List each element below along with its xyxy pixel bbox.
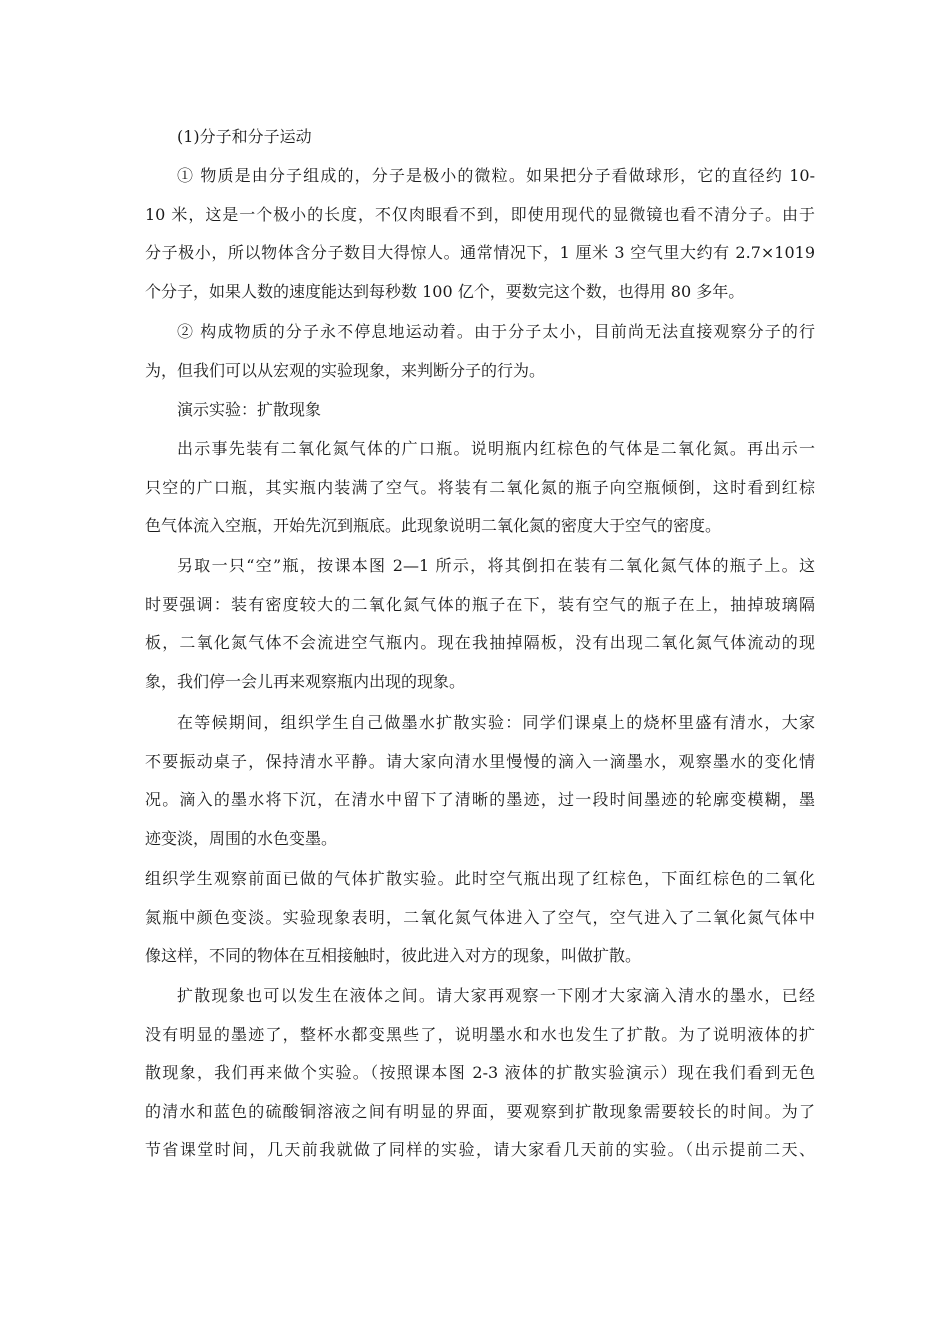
paragraph-liquid-diffusion: [145, 977, 815, 1170]
text-line: 在等候期间，组织学生自己做墨水扩散实验：同学们课桌上的烧杯里盛有清水，大家: [177, 713, 815, 732]
section-heading: [177, 118, 817, 157]
text-line: 10 米，这是一个极小的长度，不仅肉眼看不到，即使用现代的显微镜也看不清分子。由于: [145, 204, 815, 224]
text-line: 像这样，不同的物体在互相接触时，彼此进入对方的现象，叫做扩散。: [145, 946, 642, 965]
text-line: 只空的广口瓶，其实瓶内装满了空气。将装有二氧化氮的瓶子向空瓶倾倒，这时看到红棕: [145, 477, 815, 497]
text-line: 没有明显的墨迹了，整杯水都变黑些了，说明墨水和水也发生了扩散。为了说明液体的扩: [145, 1024, 815, 1044]
paragraph-ink-experiment: [145, 704, 815, 858]
text-line: 的清水和蓝色的硫酸铜溶液之间有明显的界面，要观察到扩散现象需要较长的时间。为了: [145, 1101, 815, 1121]
text-line: 散现象，我们再来做个实验。（按照课本图 2-3 液体的扩散实验演示）现在我们看到无色: [145, 1063, 815, 1082]
text-line: 扩散现象也可以发生在液体之间。请大家再观察一下刚才大家滴入清水的墨水，已经: [177, 986, 815, 1005]
text-line: 出示事先装有二氧化氮气体的广口瓶。说明瓶内红棕色的气体是二氧化氮。再出示一: [177, 439, 815, 458]
text-line: 时要强调：装有密度较大的二氧化氮气体的瓶子在下，装有空气的瓶子在上，抽掉玻璃隔: [145, 594, 815, 614]
text-line: 色气体流入空瓶，开始先沉到瓶底。此现象说明二氧化氮的密度大于空气的密度。: [145, 516, 722, 535]
paragraph-empty-bottle: [145, 547, 815, 701]
text-line: 象，我们停一会儿再来观察瓶内出现的现象。: [145, 671, 466, 691]
text-line: 迹变淡，周围的水色变墨。: [145, 828, 338, 848]
text-line: 节省课堂时间，几天前我就做了同样的实验，请大家看几天前的实验。（出示提前二天、: [145, 1140, 815, 1159]
demo-heading: [177, 391, 817, 430]
text-line: 为，但我们可以从宏观的实验现象，来判断分子的行为。: [145, 360, 546, 380]
paragraph-molecule-size: [145, 157, 815, 311]
text-line: 另取一只“空”瓶，按课本图 2—1 所示，将其倒扣在装有二氧化氮气体的瓶子上。这: [177, 556, 815, 575]
text-line: 不要振动桌子，保持清水平静。请大家向清水里慢慢的滴入一滴墨水，观察墨水的变化情: [145, 751, 815, 771]
text-line: ① 物质是由分子组成的，分子是极小的微粒。如果把分子看做球形，它的直径约 10-: [177, 166, 815, 185]
text-line: 况。滴入的墨水将下沉，在清水中留下了清晰的墨迹，过一段时间墨迹的轮廓变模糊，墨: [145, 790, 815, 809]
text-line: (1)分子和分子运动: [177, 127, 312, 146]
text-line: 板，二氧化氮气体不会流进空气瓶内。现在我抽掉隔板，没有出现二氧化氮气体流动的现: [145, 633, 815, 652]
text-line: ② 构成物质的分子永不停息地运动着。由于分子太小，目前尚无法直接观察分子的行: [177, 322, 815, 341]
text-line: 组织学生观察前面已做的气体扩散实验。此时空气瓶出现了红棕色，下面红棕色的二氧化: [145, 869, 815, 888]
text-line: 演示实验：扩散现象: [177, 400, 322, 419]
text-line: 个分子，如果人数的速度能达到每秒数 100 亿个，要数完这个数，也得用 80 多年。: [145, 281, 745, 301]
text-line: 分子极小，所以物体含分子数目大得惊人。通常情况下，1 厘米 3 空气里大约有 2.7×1019: [145, 243, 815, 262]
text-line: 氮瓶中颜色变淡。实验现象表明，二氧化氮气体进入了空气，空气进入了二氧化氮气体中: [145, 907, 815, 927]
paragraph-molecule-motion: [145, 313, 815, 390]
paragraph-gas-diffusion: [145, 860, 815, 976]
paragraph-no2-bottle: [145, 430, 815, 546]
